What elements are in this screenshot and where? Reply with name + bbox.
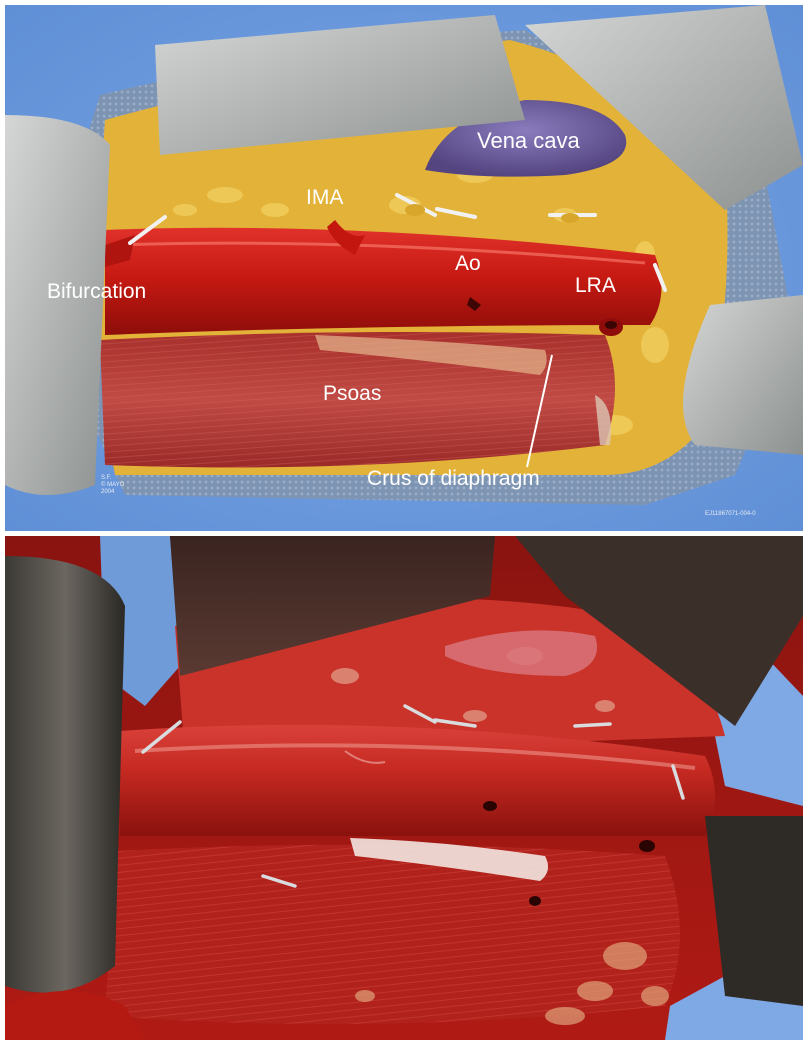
illustration-canvas bbox=[5, 5, 803, 531]
photo-canvas bbox=[5, 536, 803, 1040]
label-ao: Ao bbox=[455, 252, 481, 275]
label-crus-of-diaphragm: Crus of diaphragm bbox=[367, 467, 540, 490]
label-psoas: Psoas bbox=[323, 382, 382, 405]
figure-id: EJ11867071-004-0 bbox=[705, 511, 756, 517]
credit-line-1: S.F. bbox=[101, 475, 112, 481]
lra-stump bbox=[599, 318, 623, 336]
label-vena-cava: Vena cava bbox=[477, 128, 580, 153]
credit-line-3: 2004 bbox=[101, 489, 115, 495]
retractor-left-photo bbox=[5, 556, 125, 993]
label-ima: IMA bbox=[306, 186, 344, 209]
label-bifurcation: Bifurcation bbox=[47, 280, 147, 303]
retractor-left bbox=[5, 115, 110, 495]
intraoperative-photo bbox=[5, 536, 803, 1040]
credit-line-2: © MAYO bbox=[101, 482, 125, 488]
label-lra: LRA bbox=[575, 274, 616, 297]
surgical-illustration bbox=[5, 5, 803, 531]
